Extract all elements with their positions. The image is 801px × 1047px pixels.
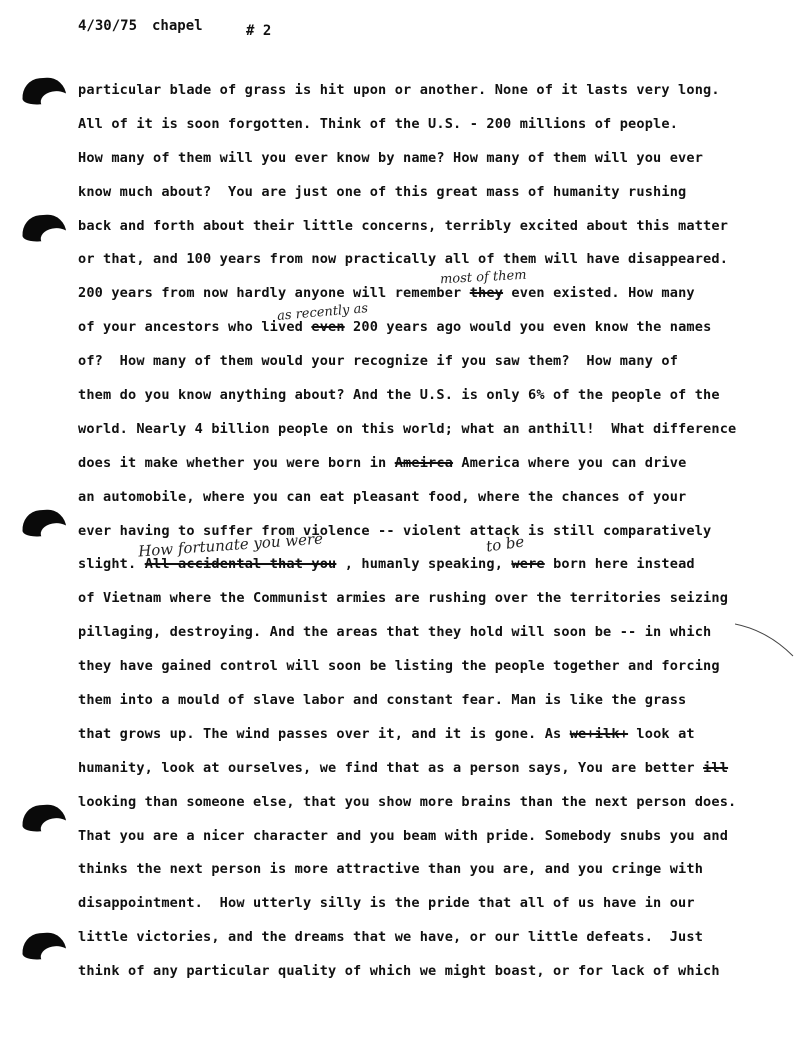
text-line [78, 758, 778, 792]
struck-text: Ameirca [394, 454, 454, 471]
text-segment: of your ancestors who lived [78, 319, 312, 336]
text-segment: pillaging, destroying. And the areas that they hold will soon be -- in which [78, 624, 712, 641]
text-line [78, 351, 778, 385]
binder-hole [21, 931, 67, 960]
header-title: chapel [152, 18, 203, 34]
pen-stroke-mark [735, 620, 795, 660]
text-line [78, 961, 778, 995]
text-line [78, 182, 778, 216]
text-line [78, 148, 778, 182]
text-line [78, 554, 778, 588]
header-date: 4/30/75 [78, 18, 138, 34]
binder-hole [21, 76, 67, 105]
text-line [78, 622, 778, 656]
struck-text: even [311, 319, 345, 336]
text-line [78, 317, 778, 351]
text-segment: world. Nearly 4 billion people on this world; what an anthill! What difference [78, 420, 737, 437]
text-line [78, 453, 778, 487]
page-number: # 2 [246, 23, 272, 39]
text-segment: born here instead [544, 556, 695, 573]
struck-text: we+ilk+ [569, 725, 629, 742]
page-header [78, 18, 272, 82]
text-segment: they have gained control will soon be listing the people together and forcing [78, 658, 720, 675]
text-segment: 200 years from now hardly anyone will remember [78, 285, 470, 302]
text-segment: that grows up. The wind passes over it, and it is gone. As [78, 725, 570, 742]
text-segment: of Vietnam where the Communist armies are rushing over the territories seizing [78, 590, 729, 607]
binder-hole [21, 803, 67, 832]
text-segment: little victories, and the dreams that we have, or our little defeats. Just [78, 929, 704, 946]
text-segment: How many of them will you ever know by name? How many of them will you ever [78, 149, 704, 166]
text-line [78, 487, 778, 521]
struck-text: they [469, 285, 504, 302]
text-line [78, 80, 778, 114]
text-segment: particular blade of grass is hit upon or another. None of it lasts very long. [78, 82, 720, 98]
text-line [78, 690, 778, 724]
text-line [78, 724, 778, 758]
text-segment: 200 years ago would you even know the names [344, 319, 712, 336]
text-segment: an automobile, where you can eat pleasant food, where the chances of your [78, 488, 687, 505]
text-segment: looking than someone else, that you show more brains than the next person does. [78, 793, 737, 810]
binder-hole [21, 213, 67, 242]
text-line [78, 385, 778, 419]
text-line [78, 216, 778, 250]
text-line [78, 826, 778, 860]
text-segment: back and forth about their little concerns, terribly excited about this matter [78, 217, 729, 234]
handwritten-note-most-of-them: most of them [439, 267, 527, 288]
text-segment: humanity, look at ourselves, we find that as a person says, You are better [78, 759, 704, 776]
struck-text: were [511, 556, 545, 573]
text-segment: That you are a nicer character and you beam with pride. Somebody snubs you and [78, 827, 729, 844]
text-line [78, 656, 778, 690]
text-segment: of? How many of them would your recognize if you saw them? How many of [78, 353, 679, 370]
handwritten-note-as-recently-as: as recently as [276, 301, 369, 324]
text-segment: thinks the next person is more attractive than you are, and you cringe with [78, 861, 704, 878]
typed-body-text [78, 80, 778, 995]
text-segment: , humanly speaking, [336, 556, 512, 573]
struck-text: All accidental that you [144, 556, 337, 573]
handwritten-note-to-be: to be [484, 532, 526, 556]
text-line [78, 927, 778, 961]
text-line [78, 893, 778, 927]
struck-text: ill [703, 759, 729, 776]
handwritten-note-how-fortunate: How fortunate you were [137, 529, 324, 561]
text-segment: America where you can drive [453, 454, 687, 471]
text-segment: them into a mould of slave labor and constant fear. Man is like the grass [78, 692, 687, 709]
text-segment: know much about? You are just one of this great mass of humanity rushing [78, 183, 687, 200]
text-segment: even existed. How many [503, 285, 695, 302]
text-line [78, 588, 778, 622]
text-segment: disappointment. How utterly silly is the pride that all of us have in our [78, 895, 695, 912]
text-segment: or that, and 100 years from now practically all of them will have disappeared. [78, 251, 729, 268]
text-segment: them do you know anything about? And the U.S. is only 6% of the people of the [78, 387, 720, 404]
text-segment: slight. [78, 556, 145, 573]
text-segment: ever having to suffer from violence -- violent attack is still comparatively [78, 522, 712, 539]
text-segment: does it make whether you were born in [78, 454, 395, 471]
text-line [78, 419, 778, 453]
text-line [78, 249, 778, 283]
text-segment: look at [628, 725, 695, 742]
text-line [78, 114, 778, 148]
text-segment: All of it is soon forgotten. Think of the U.S. - 200 millions of people. [78, 115, 679, 132]
binder-hole [21, 508, 67, 537]
text-line [78, 792, 778, 826]
text-segment: think of any particular quality of which we might boast, or for lack of which [78, 963, 720, 980]
text-line [78, 859, 778, 893]
text-line [78, 283, 778, 317]
